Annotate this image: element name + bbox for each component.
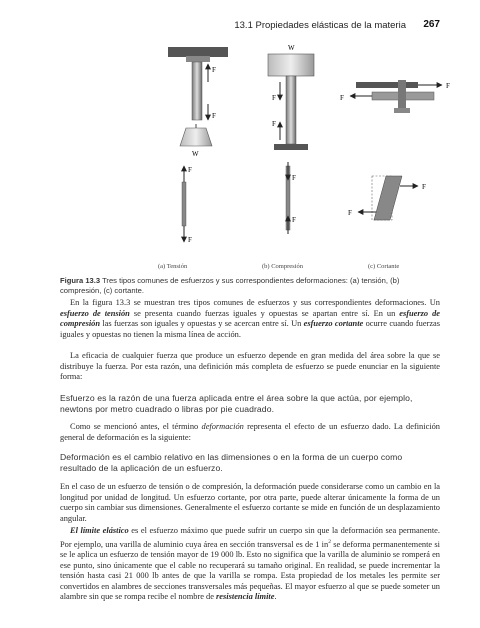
paragraph-stress-area: La eficacia de cualquier fuerza que produce un esfuerzo depende en gran medida del área sobre la que se distribuye la fuerza. Por esta razón, una definición más completa de esfuerzo se puede enunciar en la siguiente forma: — [60, 351, 440, 382]
figure-caption-text: Tres tipos comunes de esfuerzos y sus correspondientes deformaciones: (a) tensión, (b) compresión, (c) cortante. — [60, 276, 400, 295]
definition-deformation: Deformación es el cambio relativo en las dimensiones o en la forma de un cuerpo como resultado de la aplicación de un esfuerzo. — [60, 452, 403, 473]
weight-block — [180, 128, 212, 146]
subfigure-labels — [0, 263, 480, 275]
tension-diagram — [182, 166, 192, 244]
compression-illustration — [268, 44, 314, 150]
compression-diagram — [286, 162, 296, 234]
section-title: 13.1 Propiedades elásticas de la materia — [234, 20, 406, 31]
running-head — [0, 20, 480, 34]
tension-bar — [182, 182, 186, 226]
force-label: F — [292, 216, 296, 224]
figure-caption-label: Figura 13.3 — [60, 276, 101, 285]
tension-illustration — [168, 47, 228, 158]
term-ultimate-strength: resistencia límite — [216, 592, 275, 602]
force-label: F — [340, 94, 344, 102]
weight-label: W — [288, 44, 295, 52]
force-label: F — [272, 120, 276, 128]
figure-caption — [60, 276, 442, 296]
bolt-nut — [394, 108, 410, 113]
shear-illustration — [340, 80, 450, 113]
figure-13-3 — [0, 40, 480, 260]
paragraph-deformation-intro: Como se mencionó antes, el término deformación representa el efecto de un esfuerzo dado. La definición general de deformación es la siguiente: — [60, 422, 440, 442]
term-elastic-limit: El límite elástico — [70, 526, 129, 535]
load-block — [268, 54, 314, 76]
page-number: 267 — [423, 19, 440, 30]
paragraph-stress-types: En la figura 13.3 se muestran tres tipos comunes de esfuerzos y sus correspondientes deformaciones. Un esfuerzo de tensión se presenta cuando fuerzas iguales y opuestas se apartan entre sí. En un esfuerzo de compresión las fuerzas son iguales y opuestas y se acercan entre sí. Un esfuerzo cortante ocurre cuando fuerzas iguales y opuestas no tienen la misma línea de acción. — [60, 298, 441, 339]
force-label: F — [212, 66, 216, 74]
force-label: F — [188, 166, 192, 174]
definition-stress: Esfuerzo es la razón de una fuerza aplicada entre el área sobre la que actúa, por ejemplo, newtons por metro cuadrado o libras por pie cuadrado. — [60, 393, 413, 414]
subfigure-label-a: (a) Tensión — [158, 263, 188, 270]
subfigure-label-b: (b) Compresión — [262, 263, 303, 270]
compression-column — [286, 76, 296, 144]
force-label: F — [422, 183, 426, 191]
force-label: F — [446, 82, 450, 90]
ceiling-bar — [168, 47, 228, 57]
force-label: F — [188, 236, 192, 244]
paragraph-deformation-details: En el caso de un esfuerzo de tensión o de compresión, la deformación puede considerarse como un cambio en la longitud por unidad de longitud. Un esfuerzo cortante, por otra parte, puede alterar únicamente la forma de un cuerpo sin cambiar sus dimensiones. Generalmente el esfuerzo cortante se mide en función de un desplazamiento angular. — [60, 482, 440, 523]
term-tension-stress: esfuerzo de tensión — [60, 308, 130, 318]
term-deformation: deformación — [201, 422, 244, 431]
term-shear-stress: esfuerzo cortante — [303, 319, 364, 329]
shear-diagram — [348, 176, 426, 220]
ground-base — [274, 144, 308, 150]
force-label: F — [348, 209, 352, 217]
tension-rod — [192, 62, 202, 120]
force-label: F — [272, 94, 276, 102]
force-label: F — [212, 112, 216, 120]
rod-clamp — [186, 56, 210, 62]
upper-plate — [356, 82, 418, 88]
bolt — [398, 80, 406, 108]
term-compression-stress: esfuerzo de compresión — [60, 308, 440, 329]
weight-label: W — [192, 150, 199, 158]
paragraph-elastic-limit: El límite elástico es el esfuerzo máximo que puede sufrir un cuerpo sin que la deformación sea permanente. Por ejemplo, una varilla de aluminio cuya área en sección transversal es de 1 $in^2$ se deforma permanentemente si se le aplica un esfuerzo de tensión mayor de 19 000 lb. Esto no significa que la varilla de aluminio se romperá en ese punto, sino únicamente que el cable no recuperará su tamaño original. En realidad, se puede incrementar la tensión hasta casi 21 000 lb antes de que la varilla se rompa. Esta propiedad de los metales les permite ser convertidos en alambres de secciones transversales más pequeñas. El mayor esfuerzo al que se puede someter un alambre sin que se rompa recibe el nombre de resistencia límite. — [60, 526, 440, 602]
force-label: F — [292, 174, 296, 182]
sheared-shape — [374, 176, 402, 220]
subfigure-label-c: (c) Cortante — [368, 263, 400, 270]
